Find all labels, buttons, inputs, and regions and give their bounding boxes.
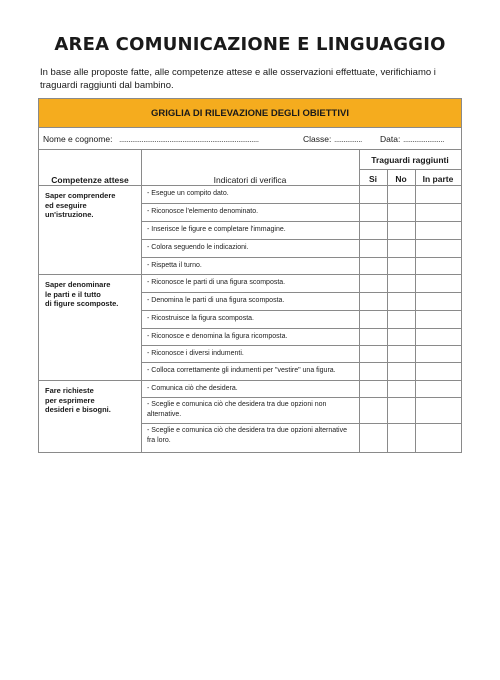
col-si: Si [368,174,378,184]
cell-no[interactable] [387,274,415,292]
cell-si[interactable] [359,185,387,203]
cell-no[interactable] [387,397,415,423]
col-competenze: Competenze attese [51,175,129,185]
cell-no[interactable] [387,239,415,257]
cell-inparte[interactable] [415,221,461,239]
cell-inparte[interactable] [415,397,461,423]
indicator-text: - Comunica ciò che desidera. [147,385,238,392]
cell-inparte[interactable] [415,292,461,310]
indicator-text: - Sceglie e comunica ciò che desidera tra due opzioni alternative fra loro. [147,427,348,444]
cell-si[interactable] [359,203,387,221]
cell-no[interactable] [387,328,415,345]
indicator-text: - Rispetta il turno. [147,262,202,269]
divider-indicatori [359,149,360,452]
cell-si[interactable] [359,397,387,423]
row-divider [141,423,461,424]
competence-label: Saper comprendere ed eseguire un'istruzione. [45,191,116,219]
col-indicatori: Indicatori di verifica [213,175,287,185]
class-label: Classe: [303,134,332,144]
date-field[interactable]: ...................... [403,134,444,144]
date-label: Data: [380,134,401,144]
indicator-text: - Riconosce l'elemento denominato. [147,208,259,215]
cell-inparte[interactable] [415,362,461,380]
cell-inparte[interactable] [415,239,461,257]
indicator-text: - Ricostruisce la figura scomposta. [147,315,254,322]
cell-no[interactable] [387,292,415,310]
row-divider [141,257,461,258]
row-divider [141,362,461,363]
divider-traguardi [359,169,461,170]
cell-inparte[interactable] [415,345,461,362]
cell-si[interactable] [359,239,387,257]
cell-si[interactable] [359,274,387,292]
cell-si[interactable] [359,328,387,345]
cell-no[interactable] [387,221,415,239]
row-divider [141,221,461,222]
cell-inparte[interactable] [415,423,461,449]
competence-label: Fare richieste per esprimere desideri e bisogni. [45,386,111,414]
cell-inparte[interactable] [415,380,461,397]
cell-si[interactable] [359,257,387,274]
col-traguardi: Traguardi raggiunti [371,155,449,165]
grid-title: GRIGLIA DI RILEVAZIONE DEGLI OBIETTIVI [39,99,461,128]
cell-no[interactable] [387,362,415,380]
divider-competenze [141,149,142,452]
cell-inparte[interactable] [415,257,461,274]
name-label: Nome e cognome: [43,134,113,144]
cell-si[interactable] [359,292,387,310]
cell-si[interactable] [359,345,387,362]
student-info-row [39,127,461,150]
row-divider [141,310,461,311]
cell-inparte[interactable] [415,328,461,345]
row-divider [141,345,461,346]
name-field[interactable]: ........................................................................... [119,134,259,144]
indicator-text: - Denomina le parti di una figura scomposta. [147,297,285,304]
cell-no[interactable] [387,345,415,362]
col-inparte: In parte [422,174,454,184]
cell-si[interactable] [359,380,387,397]
cell-no[interactable] [387,203,415,221]
cell-no[interactable] [387,257,415,274]
indicator-text: - Riconosce i diversi indumenti. [147,350,244,357]
competence-label: Saper denominare le parti e il tutto di figure scomposte. [45,280,119,308]
row-divider [141,328,461,329]
row-divider [141,239,461,240]
cell-inparte[interactable] [415,185,461,203]
cell-inparte[interactable] [415,203,461,221]
cell-no[interactable] [387,310,415,328]
col-no: No [395,174,407,184]
row-divider [141,292,461,293]
section-divider [39,380,461,381]
page-title: AREA COMUNICAZIONE E LINGUAGGIO [54,34,446,55]
cell-inparte[interactable] [415,310,461,328]
cell-no[interactable] [387,423,415,449]
indicator-text: - Colloca correttamente gli indumenti per "vestire" una figura. [147,367,336,374]
intro-text: In base alle proposte fatte, alle competenze attese e alle osservazioni effettuate, verifichiamo i traguardi raggiunti dal bambino. [40,67,436,91]
indicator-text: - Riconosce e denomina la figura ricomposta. [147,333,288,340]
objectives-grid [38,98,462,453]
section-divider [39,274,461,275]
indicator-text: - Inserisce le figure e completare l'immagine. [147,226,286,233]
cell-si[interactable] [359,362,387,380]
cell-si[interactable] [359,221,387,239]
cell-no[interactable] [387,185,415,203]
indicator-text: - Esegue un compito dato. [147,190,229,197]
cell-no[interactable] [387,380,415,397]
divider-header [39,185,461,186]
indicator-text: - Sceglie e comunica ciò che desidera tra due opzioni non alternative. [147,401,327,418]
row-divider [141,203,461,204]
class-field[interactable]: ............... [334,134,362,144]
cell-inparte[interactable] [415,274,461,292]
cell-si[interactable] [359,423,387,449]
indicator-text: - Colora seguendo le indicazioni. [147,244,249,251]
indicator-text: - Riconosce le parti di una figura scomposta. [147,279,286,286]
cell-si[interactable] [359,310,387,328]
row-divider [141,397,461,398]
